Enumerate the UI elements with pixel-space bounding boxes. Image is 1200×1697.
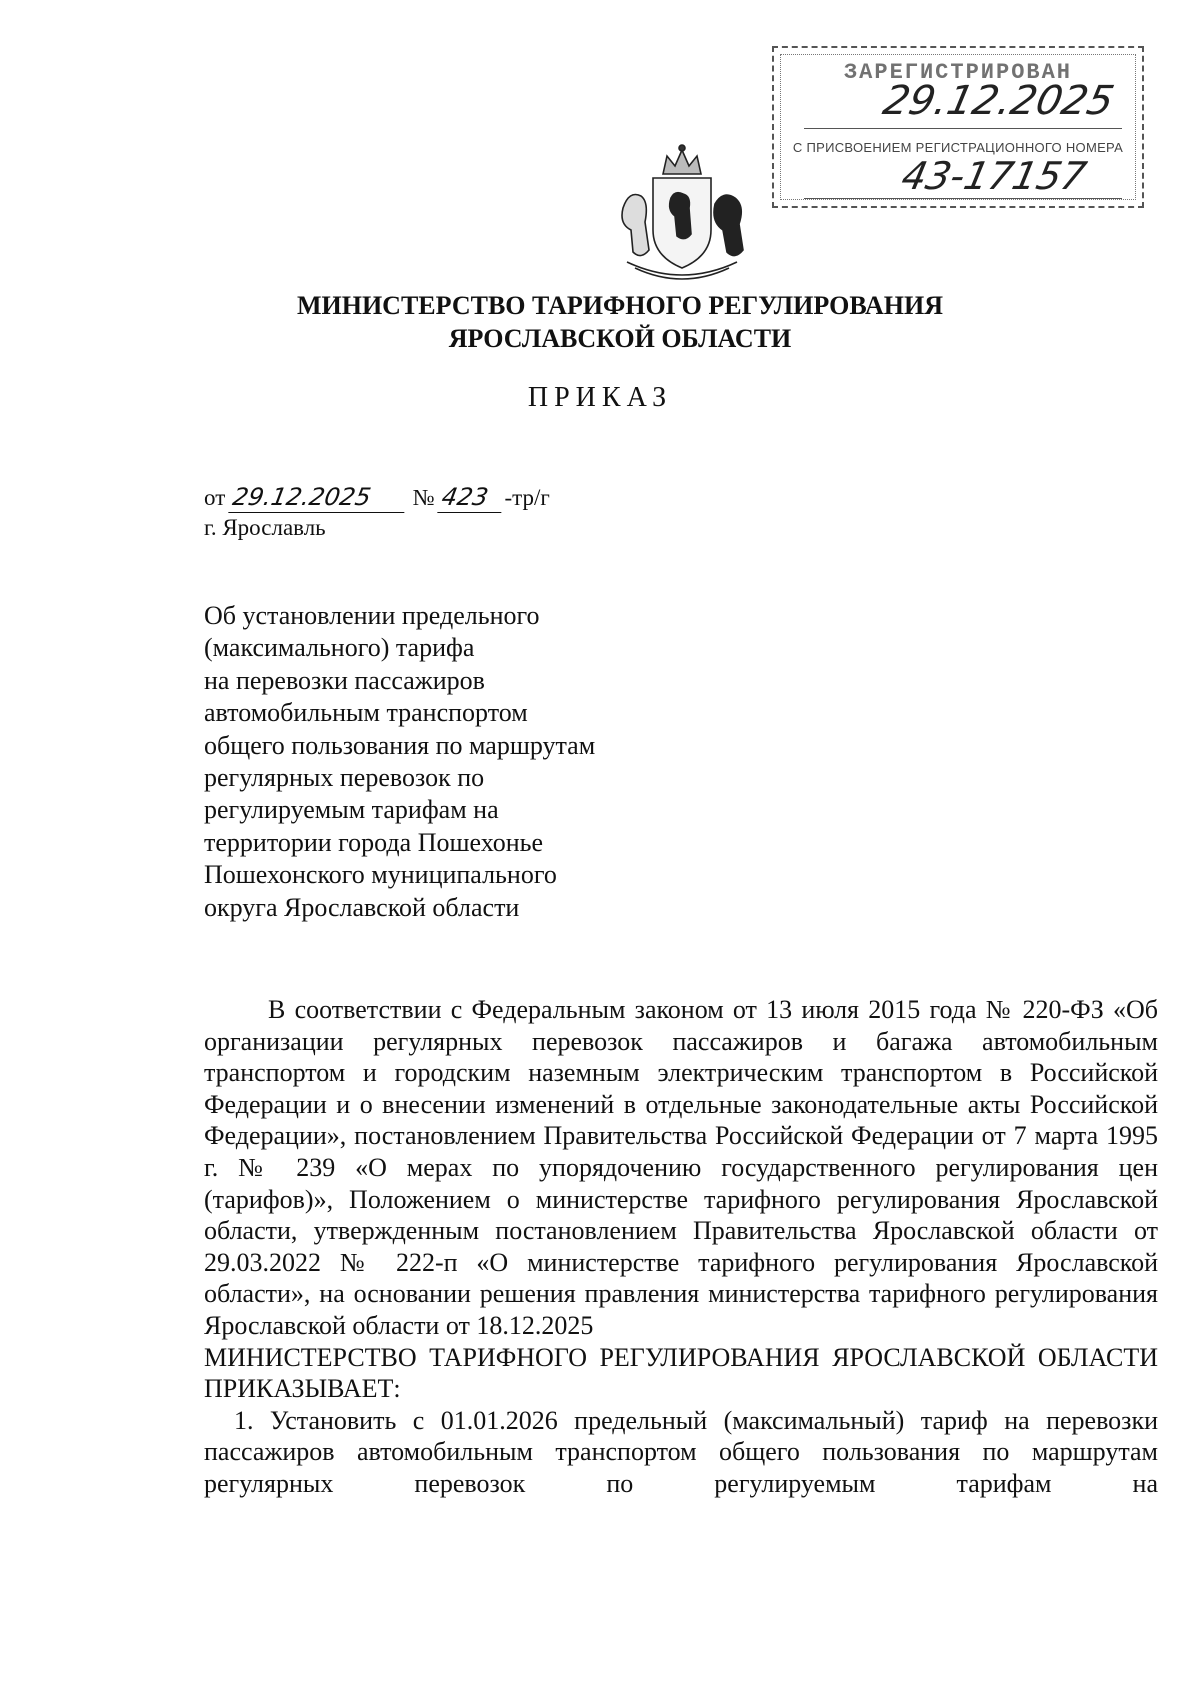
subject-line: на перевозки пассажиров <box>204 665 485 695</box>
preamble-paragraph: В соответствии с Федеральным законом от 13 июля 2015 года № 220-ФЗ «Об организации регулярных перевозок пассажиров и багажа автомобильным транспортом и городским наземным электрическим транспортом в Российской Федерации и о внесении изменений в отдельные законодательные акты Российской Федерации», постановлением Правительства Российской Федерации от 7 марта 1995 г. № 239 «О мерах по упорядочению государственного регулирования цен (тарифов)», Положением о министерстве тарифного регулирования Ярославской области, утвержденным постановлением Правительства Ярославской области от 29.03.2022 № 222-п «О министерстве тарифного регулирования Ярославской области», на основании решения правления министерства тарифного регулирования Ярославской области от 18.12.2025 <box>204 995 1158 1340</box>
subject-line: автомобильным транспортом <box>204 698 528 728</box>
order-item-1: 1. Установить с 01.01.2026 предельный (максимальный) тариф на перевозки пассажиров автомобильным транспортом общего пользования по маршрутам регулярных перевозок по регулируемым тарифам на <box>204 1405 1158 1498</box>
city: г. Ярославль <box>204 515 326 540</box>
registration-stamp <box>772 46 1144 208</box>
stamp-divider <box>804 198 1122 199</box>
order-number: 423 <box>438 482 507 513</box>
order-date-number-line <box>204 482 550 513</box>
subject-line: регулярных перевозок по <box>204 763 485 793</box>
subject-line: округа Ярославской области <box>204 892 520 922</box>
order-body <box>204 994 1158 1500</box>
from-label: от <box>204 485 226 510</box>
ministry-name <box>200 289 1040 355</box>
subject-line: Об установлении предельного <box>204 601 540 630</box>
order-subject <box>204 600 724 924</box>
order-meta <box>204 482 550 543</box>
coat-of-arms-emblem <box>605 138 760 288</box>
stamp-registration-date: 29.12.2025 <box>879 78 1118 124</box>
subject-line: общего пользования по маршрутам <box>204 730 596 760</box>
stamp-subtitle: С ПРИСВОЕНИЕМ РЕГИСТРАЦИОННОГО НОМЕРА <box>792 140 1124 155</box>
stamp-registration-number: 43-17157 <box>897 154 1091 198</box>
subject-line: (максимального) тарифа <box>204 633 475 663</box>
order-directive: МИНИСТЕРСТВО ТАРИФНОГО РЕГУЛИРОВАНИЯ ЯРОСЛАВСКОЙ ОБЛАСТИ ПРИКАЗЫВАЕТ: <box>204 1342 1158 1404</box>
ministry-name-line2: ЯРОСЛАВСКОЙ ОБЛАСТИ <box>448 324 792 353</box>
subject-line: регулируемым тарифам на <box>204 795 499 825</box>
stamp-title: ЗАРЕГИСТРИРОВАН <box>843 60 1073 85</box>
order-date: 29.12.2025 <box>228 482 409 513</box>
subject-line: Пошехонского муниципального <box>204 860 557 890</box>
ministry-name-line1: МИНИСТЕРСТВО ТАРИФНОГО РЕГУЛИРОВАНИЯ <box>296 291 944 320</box>
document-type: ПРИКАЗ <box>527 382 673 413</box>
stamp-divider <box>804 128 1122 129</box>
number-label: № <box>412 485 435 510</box>
subject-line: территории города Пошехонье <box>204 827 544 857</box>
order-number-suffix: -тр/г <box>504 485 550 510</box>
